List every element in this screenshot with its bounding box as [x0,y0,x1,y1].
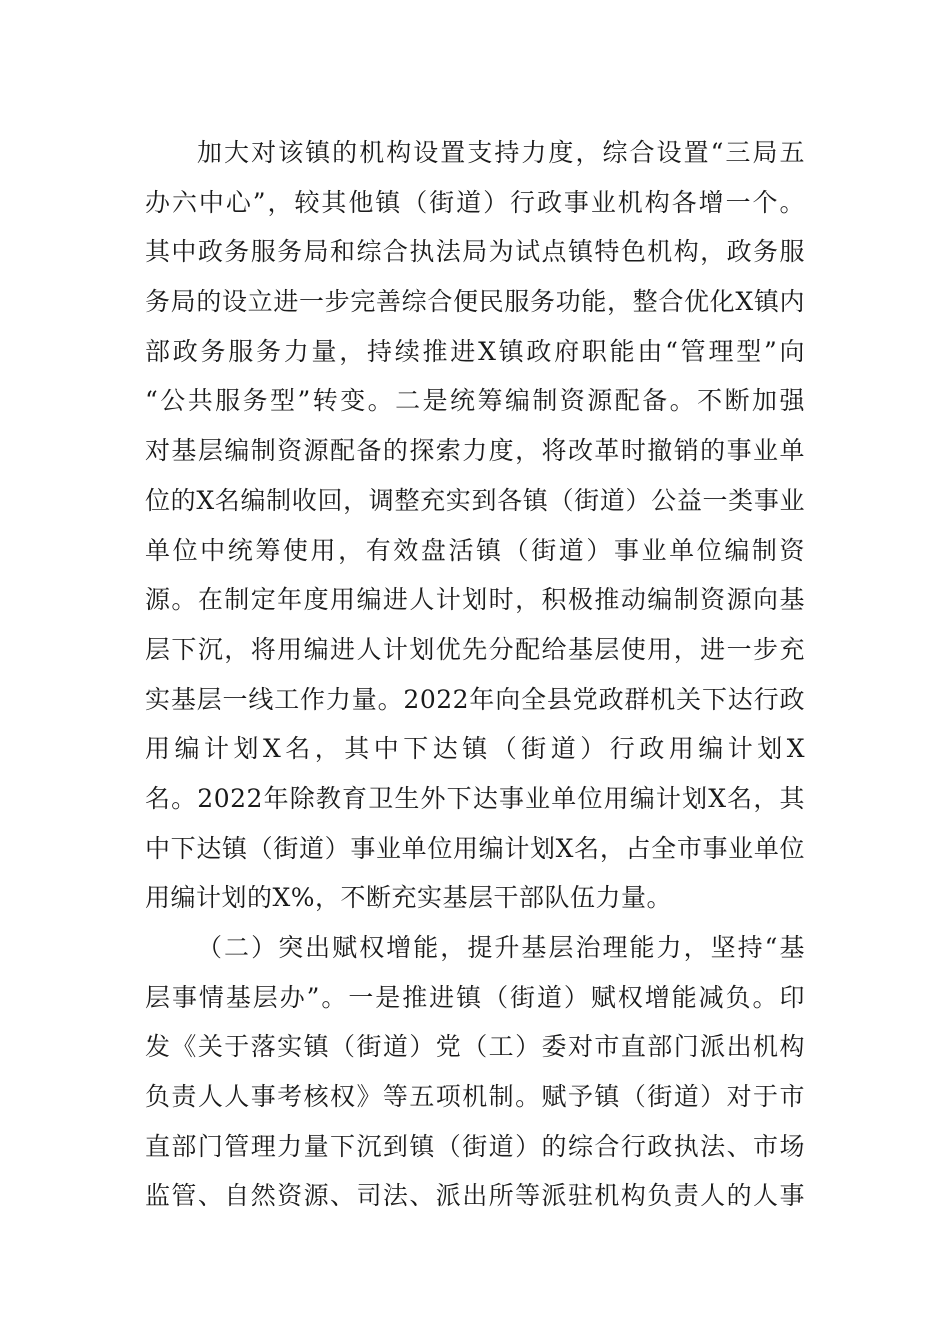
text-line: 监管、自然资源、司法、派出所等派驻机构负责人的人事 [145,1181,805,1211]
text-line: 层下沉，将用编进人计划优先分配给基层使用，进一步充 [145,634,805,664]
paragraph-2 [145,923,805,1221]
body-text [145,128,805,1221]
text-line: 对基层编制资源配备的探索力度，将改革时撤销的事业单 [145,436,805,466]
text-line: 直部门管理力量下沉到镇（街道）的综合行政执法、市场 [145,1131,805,1161]
paragraph-1 [145,128,805,923]
text-line: 用编计划的X%，不断充实基层干部队伍力量。 [145,883,673,913]
text-line: 部政务服务力量，持续推进X镇政府职能由“管理型”向 [145,336,805,366]
text-line: 单位中统筹使用，有效盘活镇（街道）事业单位编制资 [145,535,805,565]
text-line: 发《关于落实镇（街道）党（工）委对市直部门派出机构 [145,1032,805,1062]
text-line: （二）突出赋权增能，提升基层治理能力，坚持“基 [197,933,805,962]
text-line: 名。2022年除教育卫生外下达事业单位用编计划X名，其 [145,783,805,813]
text-line: 层事情基层办”。一是推进镇（街道）赋权增能减负。印 [145,982,805,1012]
text-line: “公共服务型”转变。二是统筹编制资源配备。不断加强 [145,386,805,416]
text-line: 位的X名编制收回，调整充实到各镇（街道）公益一类事业 [145,485,805,515]
text-line: 用编计划X名，其中下达镇（街道）行政用编计划X [145,734,805,764]
text-line: 中下达镇（街道）事业单位用编计划X名，占全市事业单位 [145,833,805,863]
text-line: 务局的设立进一步完善综合便民服务功能，整合优化X镇内 [145,287,805,317]
text-line: 加大对该镇的机构设置支持力度，综合设置“三局五 [197,138,805,167]
text-line: 负责人人事考核权》等五项机制。赋予镇（街道）对于市 [145,1082,805,1112]
text-line: 其中政务服务局和综合执法局为试点镇特色机构，政务服 [145,237,805,267]
text-line: 办六中心”，较其他镇（街道）行政事业机构各增一个。 [145,187,805,217]
text-line: 源。在制定年度用编进人计划时，积极推动编制资源向基 [145,585,805,615]
text-line: 实基层一线工作力量。2022年向全县党政群机关下达行政 [145,684,805,714]
